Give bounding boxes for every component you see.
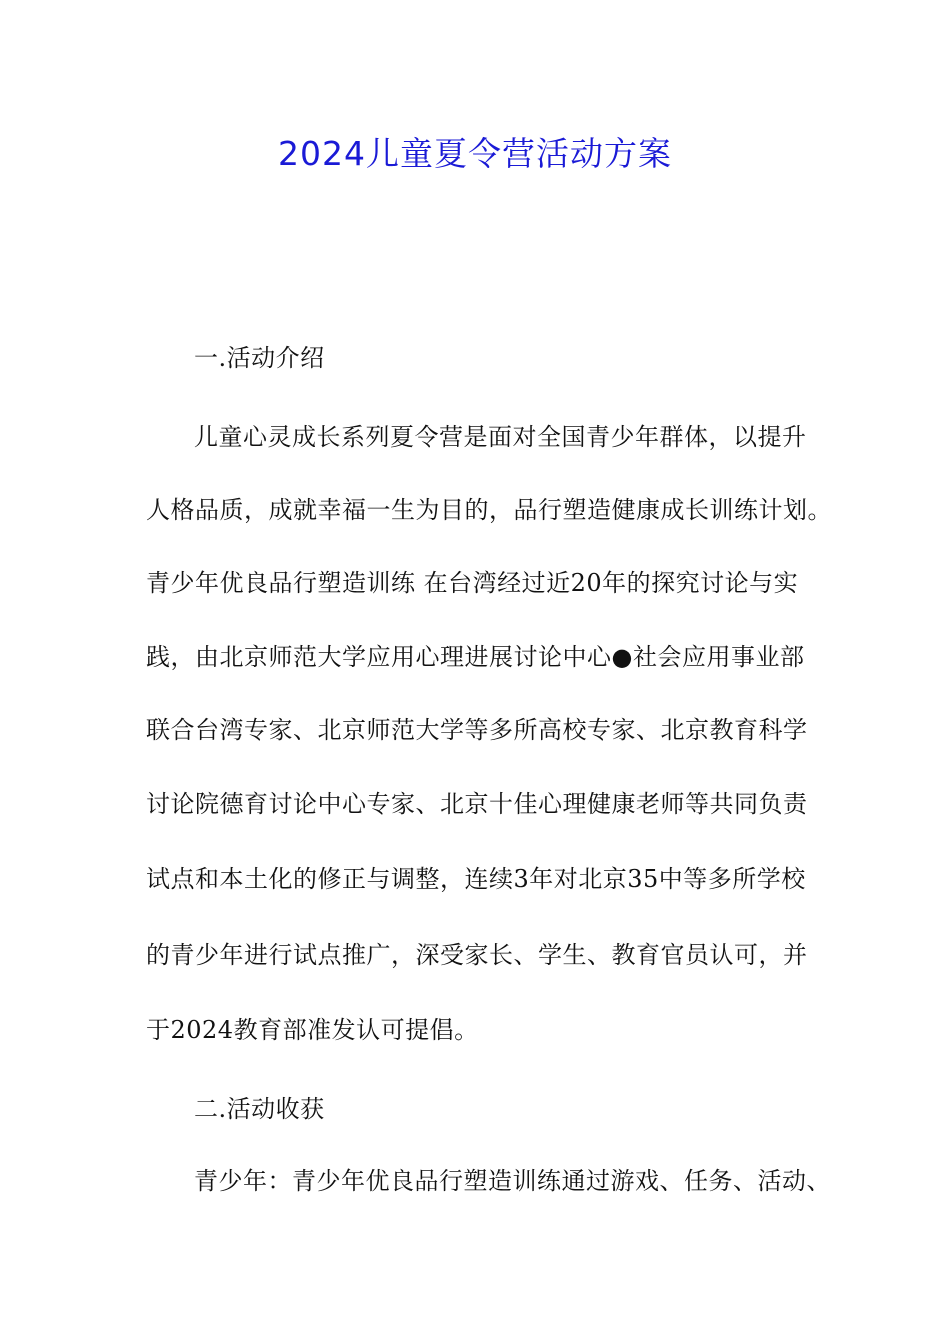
- paragraph-line: 的青少年进行试点推广，深受家长、学生、教育官员认可，并: [146, 941, 808, 969]
- paragraph-line: 儿童心灵成长系列夏令营是面对全国青少年群体，以提升: [194, 423, 807, 451]
- paragraph-line: 青少年优良品行塑造训练 在台湾经过近20年的探究讨论与实: [146, 569, 799, 597]
- section-heading-outcomes: 二.活动收获: [194, 1095, 325, 1123]
- paragraph-line: 青少年：青少年优良品行塑造训练通过游戏、任务、活动、: [194, 1167, 831, 1195]
- section-heading-introduction: 一.活动介绍: [194, 344, 325, 372]
- paragraph-line: 于2024教育部准发认可提倡。: [146, 1016, 479, 1044]
- paragraph-line: 联合台湾专家、北京师范大学等多所高校专家、北京教育科学: [146, 716, 808, 744]
- document-title: 2024儿童夏令营活动方案: [278, 134, 672, 173]
- paragraph-line: 践，由北京师范大学应用心理进展讨论中心●社会应用事业部: [146, 643, 805, 671]
- paragraph-line: 人格品质，成就幸福一生为目的，品行塑造健康成长训练计划。: [146, 496, 832, 524]
- paragraph-line: 讨论院德育讨论中心专家、北京十佳心理健康老师等共同负责: [146, 790, 808, 818]
- paragraph-line: 试点和本土化的修正与调整，连续3年对北京35中等多所学校: [146, 865, 806, 893]
